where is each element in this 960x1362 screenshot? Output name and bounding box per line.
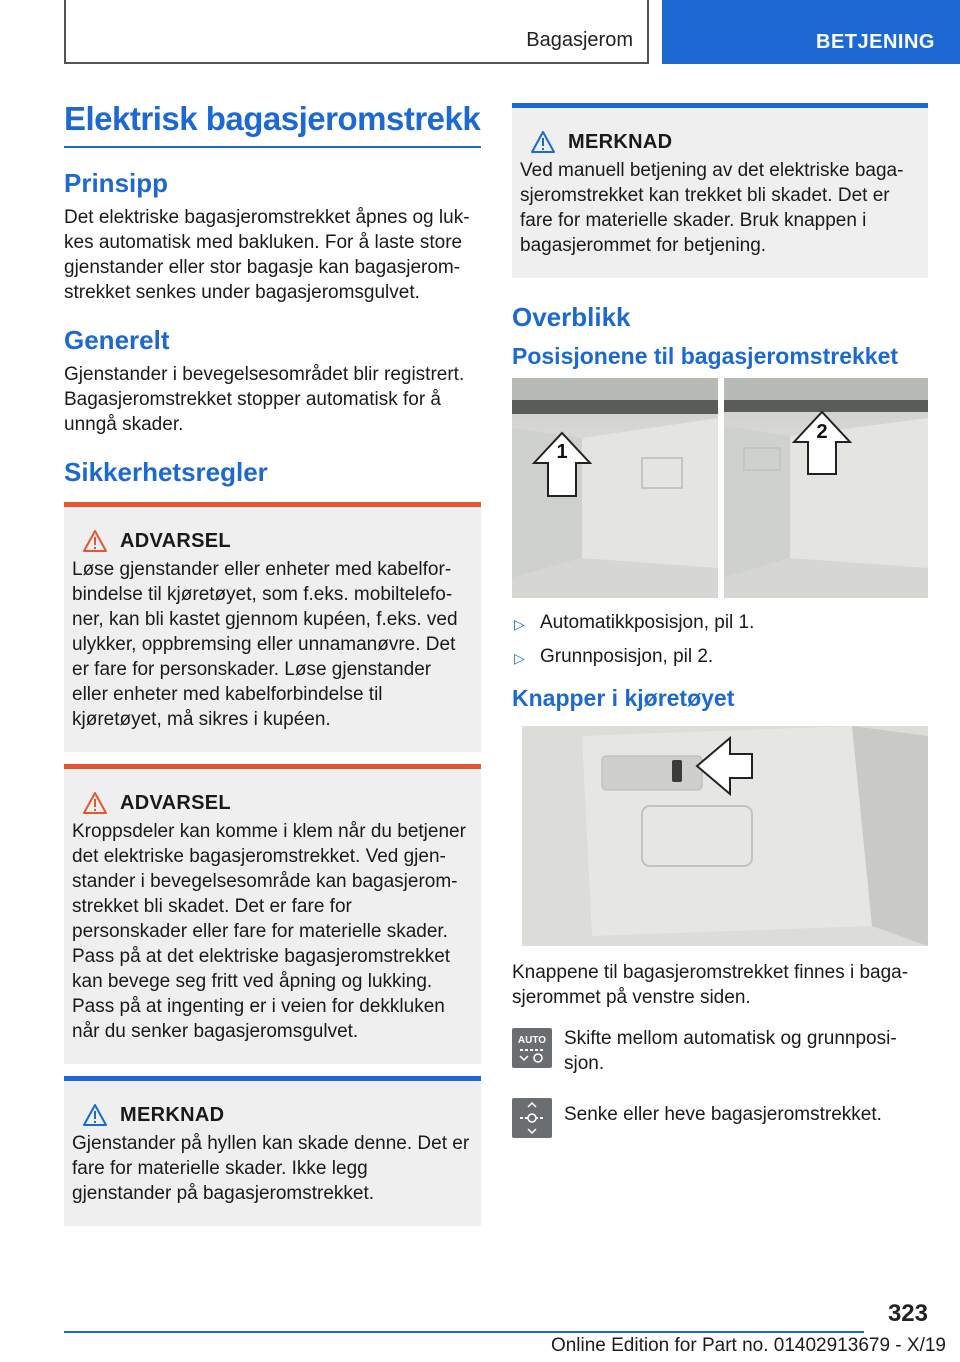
note-box-1 xyxy=(64,1076,481,1226)
positions-list xyxy=(512,610,928,671)
trunk-buttons-photo xyxy=(522,726,928,946)
footer-rule xyxy=(64,1331,864,1333)
bullet-triangle-icon: ▷ xyxy=(514,616,525,632)
list-item xyxy=(512,644,928,671)
note-text: Gjenstander på hyllen kan skade denne. Det er fare for materielle skader. Ikke legg gjenstander på bagasjeromstrekket. xyxy=(72,1133,470,1204)
warning-text: Løse gjenstander eller enheter med kabelforbindelse til kjøretøyet, som f.eks. mobiltelefoner, kan bli kastet gjennom kupéen, f.eks. ved ulykker, oppbremsing eller unnamanøvre. Det er fare for personskader. Løse gjenstander eller enheter med kabelforbindelse til kjøretøyet, må sikres i kupéen. xyxy=(72,559,458,730)
note-label: MERKNAD xyxy=(568,130,673,153)
trunk-photo-position-1 xyxy=(512,378,718,598)
auto-button-icon[interactable] xyxy=(512,1028,552,1068)
auto-button-desc: Skifte mellom automatisk og grunnposisjon. xyxy=(564,1028,897,1074)
trunk-illustration xyxy=(724,378,928,598)
trunk-illustration xyxy=(512,378,718,598)
page-number: 323 xyxy=(887,1300,928,1327)
positions-figure xyxy=(512,378,928,598)
general-heading: Generelt xyxy=(64,325,170,355)
positions-heading: Posisjonene til bagasjeromstrekket xyxy=(512,343,899,369)
warning-triangle-icon xyxy=(82,791,108,815)
raise-lower-button-icon[interactable] xyxy=(512,1098,552,1138)
warning-box-1 xyxy=(64,502,481,752)
lower-button-desc: Senke eller heve bagasjeromstrekket. xyxy=(564,1104,882,1125)
note-box-2 xyxy=(512,103,928,278)
header-section-title: Bagasjerom xyxy=(526,29,633,51)
page-title: Elektrisk bagasjeromstrekk xyxy=(64,100,481,148)
list-item-text: Automatikkposisjon, pil 1. xyxy=(540,612,755,633)
overview-heading: Overblikk xyxy=(512,302,631,332)
header-chapter-title: BETJENING xyxy=(816,31,935,53)
warning-label: ADVARSEL xyxy=(120,529,231,552)
notice-triangle-icon xyxy=(82,1103,108,1127)
trunk-photo-position-2 xyxy=(724,378,928,598)
footer-edition: Online Edition for Part no. 01402913679 - X/19 xyxy=(550,1335,946,1356)
general-text: Gjenstander i bevegelsesområdet blir registrert. Bagasjeromstrekket stopper automatisk for å unngå skader. xyxy=(64,364,465,435)
note-label: MERKNAD xyxy=(120,1103,225,1126)
auto-button-row xyxy=(512,1026,928,1076)
left-column xyxy=(64,100,481,1226)
header-chapter-tab[interactable] xyxy=(662,0,960,64)
note-text: Ved manuell betjening av det elektriske bagasjeromstrekket kan trekket bli skadet. Det er fare for materielle skader. Bruk knappen i bagasjerommet for betjening. xyxy=(520,160,904,256)
header-section-box xyxy=(64,0,649,64)
buttons-heading: Knapper i kjøretøyet xyxy=(512,685,735,711)
list-item xyxy=(512,610,928,637)
auto-icon-label: AUTO xyxy=(517,1035,547,1046)
list-item-text: Grunnposisjon, pil 2. xyxy=(540,646,714,667)
principle-text: Det elektriske bagasjeromstrekket åpnes og lukkes automatisk med bakluken. For å laste store gjenstander eller stor bagasje kan bagasjeromstrekket senkes under bagasjeromsgulvet. xyxy=(64,207,470,303)
right-column xyxy=(512,100,928,1138)
trunk-side-illustration xyxy=(522,726,928,946)
notice-triangle-icon xyxy=(530,130,556,154)
arrow-label-2: 2 xyxy=(816,421,828,443)
warning-box-2 xyxy=(64,764,481,1064)
warning-label: ADVARSEL xyxy=(120,791,231,814)
bullet-triangle-icon: ▷ xyxy=(514,650,525,666)
safety-heading: Sikkerhetsregler xyxy=(64,457,268,487)
warning-text: Kroppsdeler kan komme i klem når du betjener det elektriske bagasjeromstrekket. Ved gjenstander i bevegelsesområde kan bagasjeromstrekket bli skadet. Det er fare for personskader eller fare for materielle skader. Pass på at det elektriske bagasjeromstrekket kan bevege seg fritt ved åpning og lukking. Pass på at ingenting er i veien for dekkluken når du senker bagasjeromsgulvet. xyxy=(72,821,466,1042)
lower-button-row xyxy=(512,1096,928,1138)
warning-triangle-icon xyxy=(82,529,108,553)
arrow-label-1: 1 xyxy=(556,441,568,463)
buttons-text: Knappene til bagasjeromstrekket finnes i bagasjerommet på venstre siden. xyxy=(512,962,909,1008)
principle-heading: Prinsipp xyxy=(64,168,169,198)
